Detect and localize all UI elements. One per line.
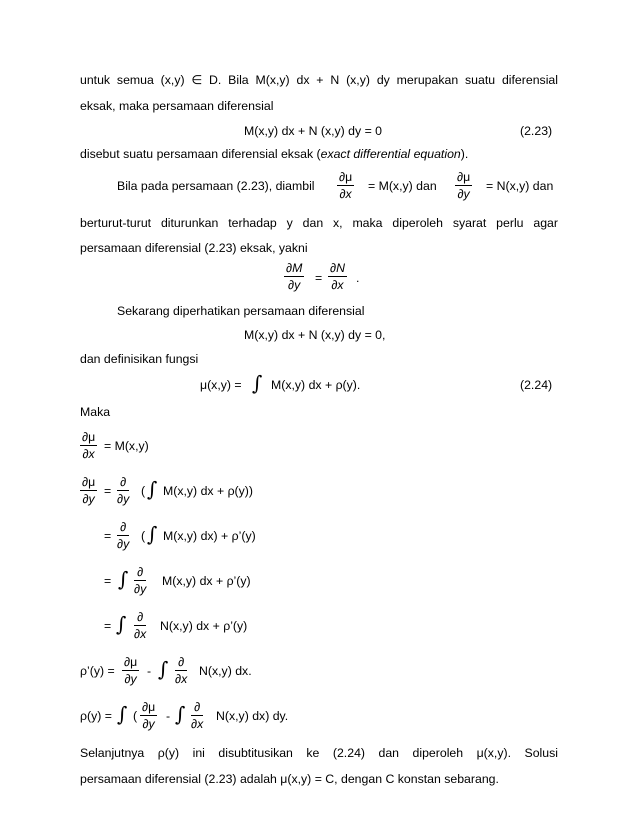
- paragraph-line: [80, 146, 468, 162]
- integral-sign: ∫: [117, 702, 128, 726]
- numerator: ∂: [134, 564, 146, 581]
- numerator: ∂μ: [142, 700, 156, 714]
- derivative-operator: [191, 699, 203, 732]
- numerator: ∂μ: [82, 475, 96, 489]
- integral-sign: ∫: [118, 567, 129, 591]
- equals-sign: =: [104, 529, 112, 543]
- text: ).: [460, 147, 469, 161]
- denominator: ∂y: [288, 278, 301, 292]
- numerator: ∂: [175, 654, 187, 671]
- equation-rhs: N(x,y) dx) dy.: [216, 709, 289, 723]
- paragraph-text: = M(x,y) dan: [368, 179, 437, 193]
- minus-sign: -: [147, 664, 152, 678]
- paragraph-line: Selanjutnya ρ(y) ini disubtitusikan ke (2.24) dan diperoleh μ(x,y). Solusi: [80, 746, 558, 760]
- denominator: ∂x: [331, 278, 344, 292]
- equation-rhs: M(x,y) dx + ρ(y).: [271, 378, 361, 392]
- denominator: ∂y: [457, 187, 470, 201]
- integral-sign: ∫: [252, 371, 263, 395]
- equation-lhs: ρ’(y) =: [80, 664, 115, 678]
- fraction: [122, 654, 139, 687]
- denominator: ∂y: [82, 492, 95, 506]
- equation-rhs: = M(x,y): [104, 439, 149, 453]
- numerator: ∂: [134, 609, 146, 626]
- integral-sign: ∫: [147, 522, 158, 546]
- equation-rhs: N(x,y) dx.: [199, 664, 252, 678]
- paragraph-line: berturut-turut diturunkan terhadap y dan x, maka diperoleh syarat perlu agar: [80, 216, 558, 230]
- fraction: [140, 699, 157, 732]
- numerator: ∂M: [286, 261, 303, 275]
- denominator: ∂x: [134, 627, 147, 641]
- equation-rhs: M(x,y) dx + ρ’(y): [162, 574, 251, 588]
- fraction: [80, 429, 97, 462]
- equals-sign: =: [104, 574, 112, 588]
- numerator: ∂N: [330, 261, 345, 275]
- numerator: ∂μ: [82, 430, 96, 444]
- denominator: ∂y: [117, 492, 130, 506]
- fraction: [455, 169, 472, 202]
- paragraph-line: persamaan diferensial (2.23) eksak, yakni: [80, 241, 308, 255]
- integral-sign: ∫: [116, 612, 127, 636]
- paren: (: [141, 484, 146, 498]
- paren: (: [141, 529, 146, 543]
- derivative-operator: [134, 609, 146, 642]
- denominator: ∂x: [175, 672, 188, 686]
- derivative-operator: [175, 654, 187, 687]
- equation-lhs: μ(x,y) =: [200, 378, 242, 392]
- integral-sign: ∫: [175, 702, 186, 726]
- period: .: [356, 271, 360, 285]
- equation-rhs: N(x,y) dx + ρ’(y): [160, 619, 248, 633]
- equals-sign: =: [104, 619, 112, 633]
- paragraph-line: untuk semua (x,y) ∈ D. Bila M(x,y) dx + N (x,y) dy merupakan suatu diferensial: [80, 73, 558, 87]
- paragraph-line: Maka: [80, 405, 111, 419]
- paragraph-line: Sekarang diperhatikan persamaan diferensial: [117, 304, 365, 318]
- equation-rhs: M(x,y) dx) + ρ’(y): [163, 529, 256, 543]
- derivative-operator: [117, 474, 129, 507]
- paragraph-line: persamaan diferensial (2.23) adalah μ(x,y) = C, dengan C konstan sebarang.: [80, 772, 499, 786]
- fraction: [284, 260, 304, 293]
- paragraph-text: Bila pada persamaan (2.23), diambil: [117, 179, 315, 193]
- equation-2-23: M(x,y) dx + N (x,y) dy = 0: [244, 124, 383, 138]
- equation-number: (2.24): [520, 378, 553, 392]
- paragraph-line: eksak, maka persamaan diferensial: [80, 99, 274, 113]
- italic-term: exact differential equation: [320, 147, 461, 161]
- equals-sign: =: [315, 271, 323, 285]
- numerator: ∂μ: [124, 655, 138, 669]
- paragraph-text: = N(x,y) dan: [486, 179, 554, 193]
- fraction: [337, 169, 354, 202]
- integral-sign: ∫: [158, 657, 169, 681]
- paren: (: [133, 709, 138, 723]
- fraction: [80, 474, 97, 507]
- denominator: ∂y: [117, 537, 130, 551]
- denominator: ∂x: [339, 187, 352, 201]
- derivative-operator: [117, 519, 129, 552]
- equation-lhs: ρ(y) =: [80, 709, 112, 723]
- denominator: ∂x: [191, 717, 204, 731]
- numerator: ∂μ: [339, 170, 353, 184]
- minus-sign: -: [166, 709, 171, 723]
- integral-sign: ∫: [147, 477, 158, 501]
- numerator: ∂: [117, 519, 129, 536]
- denominator: ∂x: [82, 447, 95, 461]
- numerator: ∂μ: [457, 170, 471, 184]
- equation: M(x,y) dx + N (x,y) dy = 0,: [244, 328, 386, 342]
- denominator: ∂y: [124, 672, 137, 686]
- numerator: ∂: [191, 699, 203, 716]
- derivative-operator: [134, 564, 146, 597]
- denominator: ∂y: [134, 582, 147, 596]
- paragraph-line: dan definisikan fungsi: [80, 352, 199, 366]
- denominator: ∂y: [142, 717, 155, 731]
- fraction: [328, 260, 347, 293]
- equation-number: (2.23): [520, 124, 553, 138]
- equation-rhs: M(x,y) dx + ρ(y)): [163, 484, 253, 498]
- numerator: ∂: [117, 474, 129, 491]
- equals-sign: =: [104, 484, 112, 498]
- text: disebut suatu persamaan diferensial eksak (: [80, 147, 321, 161]
